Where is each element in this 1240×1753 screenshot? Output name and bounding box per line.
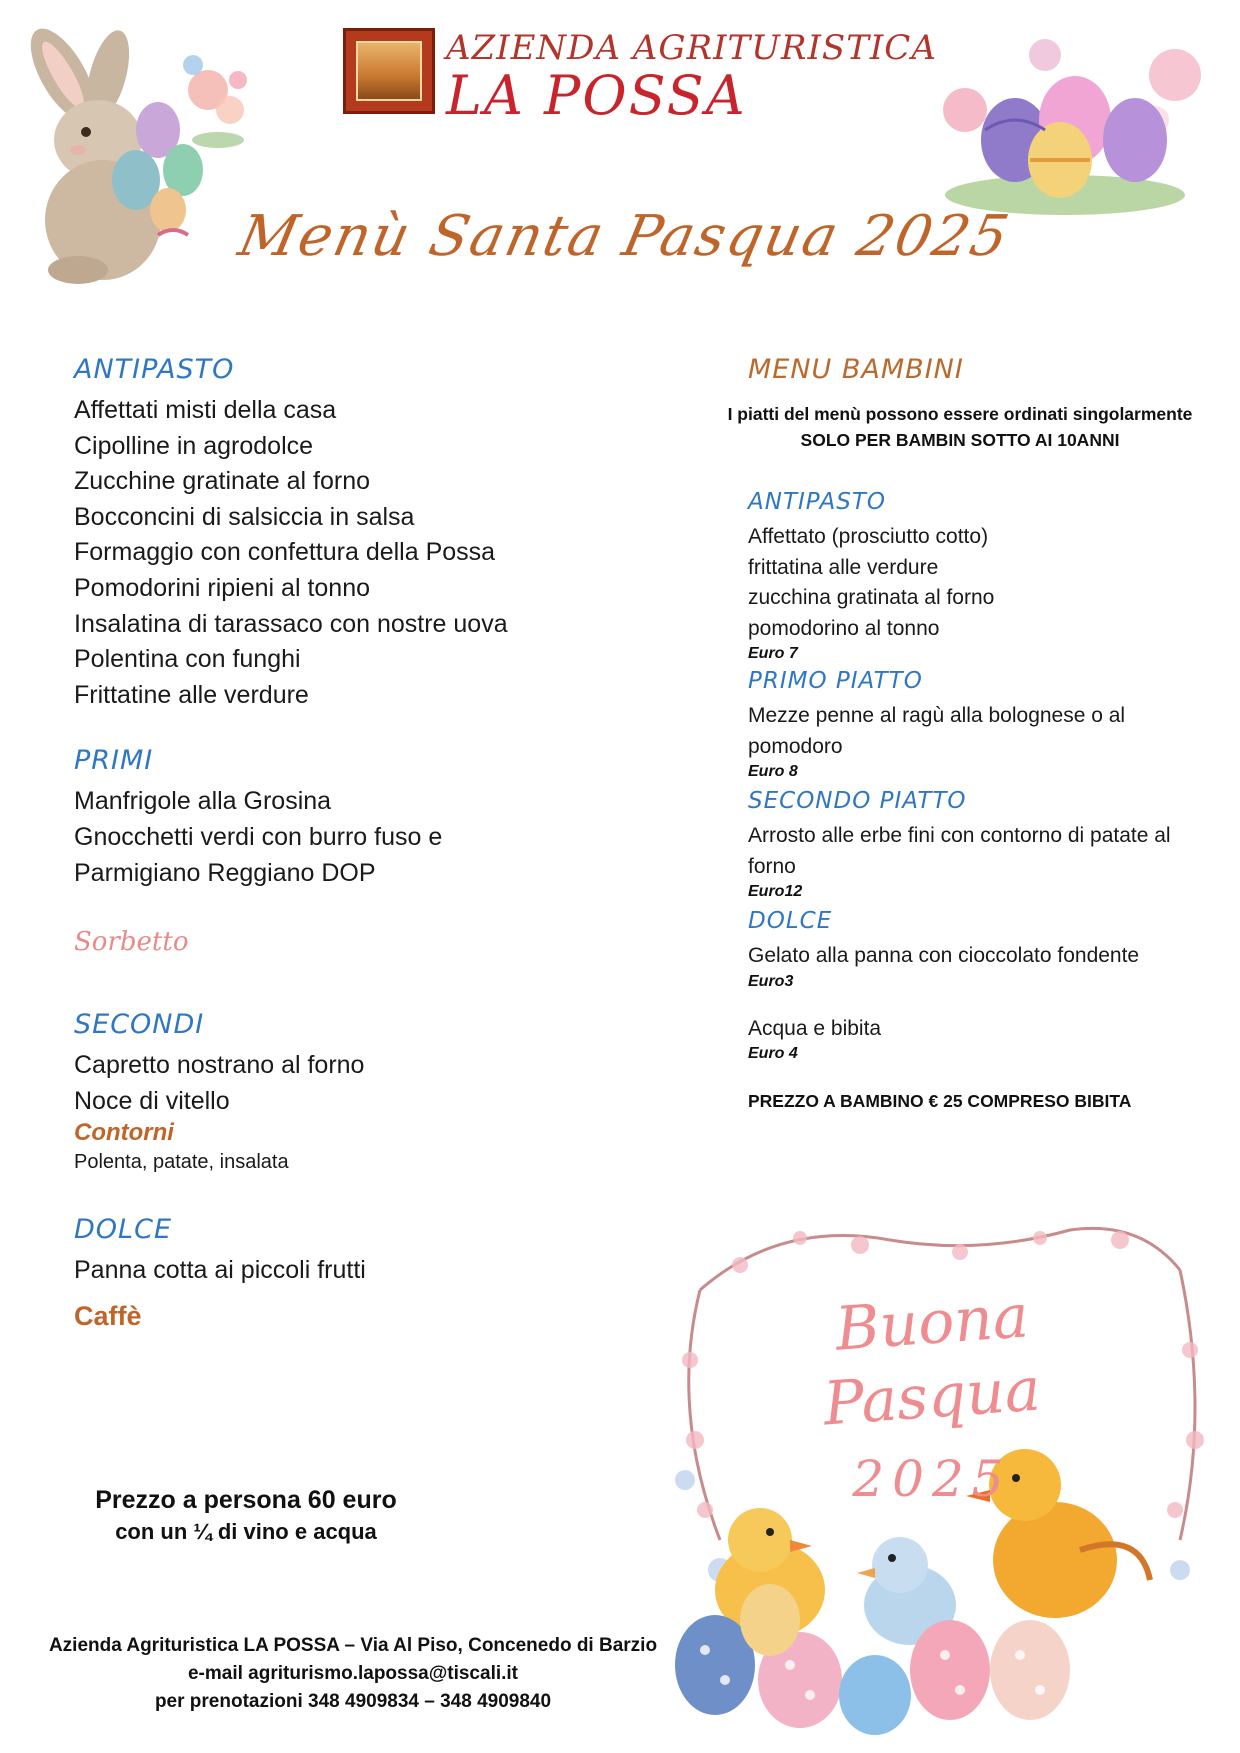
easter-greeting bbox=[712, 1281, 1152, 1508]
kids-antipasto-price: Euro 7 bbox=[748, 645, 798, 662]
kids-primo-price: Euro 8 bbox=[748, 763, 798, 780]
section-title-antipasto: ANTIPASTO bbox=[74, 354, 235, 385]
sorbetto-label: Sorbetto bbox=[74, 927, 189, 958]
section-title-secondi: SECONDI bbox=[74, 1009, 205, 1041]
antipasto-list bbox=[74, 393, 634, 713]
footer-email: e-mail agriturismo.laposs​a@tiscali.it bbox=[187, 1663, 519, 1684]
list-item: Capretto nostrano al forno bbox=[74, 1051, 365, 1080]
kids-secondo-price: Euro12 bbox=[748, 883, 803, 900]
adult-price bbox=[70, 1486, 422, 1545]
list-item: Gelato alla panna con cioccolato fondente bbox=[748, 944, 1140, 967]
section-title-primi: PRIMI bbox=[74, 745, 154, 777]
kids-antipasto-list bbox=[748, 522, 1228, 644]
list-item: Formaggio con confettura della Possa bbox=[74, 538, 496, 567]
kids-menu-title: MENU BAMBINI bbox=[748, 354, 964, 385]
list-item: pomodorino al tonno bbox=[748, 616, 940, 640]
easter-eggs-basket-icon bbox=[925, 20, 1210, 220]
kids-secondo-list bbox=[748, 821, 1228, 882]
kids-menu-note bbox=[690, 401, 1230, 453]
kids-section-secondo: SECONDO PIATTO bbox=[748, 788, 967, 814]
note-line: SOLO PER BAMBIN SOTTO AI 10ANNI bbox=[800, 430, 1120, 450]
secondi-list bbox=[74, 1048, 634, 1119]
list-item: Gnocchetti verdi con burro fuso e bbox=[74, 822, 443, 851]
list-item: Acqua e bibita bbox=[748, 1016, 882, 1040]
greeting-line1: Buona bbox=[833, 1281, 1031, 1365]
price-line: Prezzo a persona 60 euro bbox=[95, 1486, 397, 1514]
list-item: Mezze penne al ragù alla bolognese o al bbox=[748, 704, 1126, 727]
kids-section-antipasto: ANTIPASTO bbox=[748, 489, 886, 515]
kids-dolce-price: Euro3 bbox=[748, 972, 794, 990]
dolce-list bbox=[74, 1253, 634, 1289]
menu-title: Menù Santa Pasqua 2025 bbox=[233, 204, 1016, 269]
note-line: I piatti del menù possono essere ordinati singolarmente bbox=[727, 404, 1193, 424]
footer-phone: per prenotazioni 348 4909834 – 348 4909840 bbox=[154, 1691, 552, 1712]
kids-primo-list bbox=[748, 701, 1228, 762]
list-item: Zucchine gratinate al forno bbox=[74, 467, 371, 496]
kids-total-price: PREZZO A BAMBINO € 25 COMPRESO BIBITA bbox=[748, 1091, 1132, 1111]
greeting-line2: Pasqua bbox=[821, 1354, 1043, 1440]
list-item: Affettati misti della casa bbox=[74, 396, 337, 424]
logo bbox=[343, 28, 435, 114]
kids-dolce-list bbox=[748, 941, 1228, 972]
list-item: Bocconcini di salsiccia in salsa bbox=[74, 502, 415, 531]
list-item: frittatina alle verdure bbox=[748, 555, 939, 579]
caffe-label: Caffè bbox=[74, 1300, 142, 1331]
company-name-line1: AZIENDA AGRITURISTICA bbox=[446, 28, 937, 68]
kids-menu bbox=[727, 354, 1228, 1114]
contorni-text: Polenta, patate, insalata bbox=[74, 1151, 289, 1174]
list-item: pomodoro bbox=[748, 734, 843, 758]
list-item: Polentina con funghi bbox=[74, 645, 301, 674]
list-item: Manfrigole alla Grosina bbox=[74, 787, 332, 816]
kids-drink-list bbox=[748, 1014, 1228, 1045]
primi-list bbox=[74, 784, 634, 891]
list-item: Arrosto alle erbe fini con contorno di patate al bbox=[748, 824, 1171, 847]
list-item: Noce di vitello bbox=[74, 1086, 230, 1115]
price-note: con un ¼ di vino e acqua bbox=[115, 1519, 377, 1544]
section-title-dolce: DOLCE bbox=[74, 1214, 172, 1246]
list-item: Affettato (prosciutto cotto) bbox=[748, 525, 989, 548]
kids-section-dolce: DOLCE bbox=[748, 908, 833, 934]
greeting-year: 2025 bbox=[852, 1450, 1012, 1508]
bunny-illustration-icon bbox=[8, 20, 268, 290]
list-item: Parmigiano Reggiano DOP bbox=[74, 858, 376, 887]
adult-menu bbox=[74, 356, 634, 1332]
footer-address: Azienda Agrituristica LA POSSA – Via Al Piso, Concenedo di Barzio bbox=[48, 1635, 658, 1656]
list-item: Cipolline in agrodolce bbox=[74, 431, 314, 460]
kids-drink-price: Euro 4 bbox=[748, 1045, 798, 1062]
footer bbox=[18, 1632, 688, 1716]
list-item: Frittatine alle verdure bbox=[74, 680, 309, 709]
contorni-title: Contorni bbox=[74, 1119, 174, 1147]
logo-image-icon bbox=[356, 41, 422, 101]
list-item: Pomodorini ripieni al tonno bbox=[74, 573, 371, 602]
list-item: Panna cotta ai piccoli frutti bbox=[74, 1256, 366, 1285]
company-name-line2: LA POSSA bbox=[446, 64, 747, 127]
list-item: Insalatina di tarassaco con nostre uova bbox=[74, 609, 508, 638]
list-item: zucchina gratinata al forno bbox=[748, 586, 995, 609]
list-item: forno bbox=[748, 854, 796, 878]
kids-section-primo: PRIMO PIATTO bbox=[748, 668, 923, 694]
